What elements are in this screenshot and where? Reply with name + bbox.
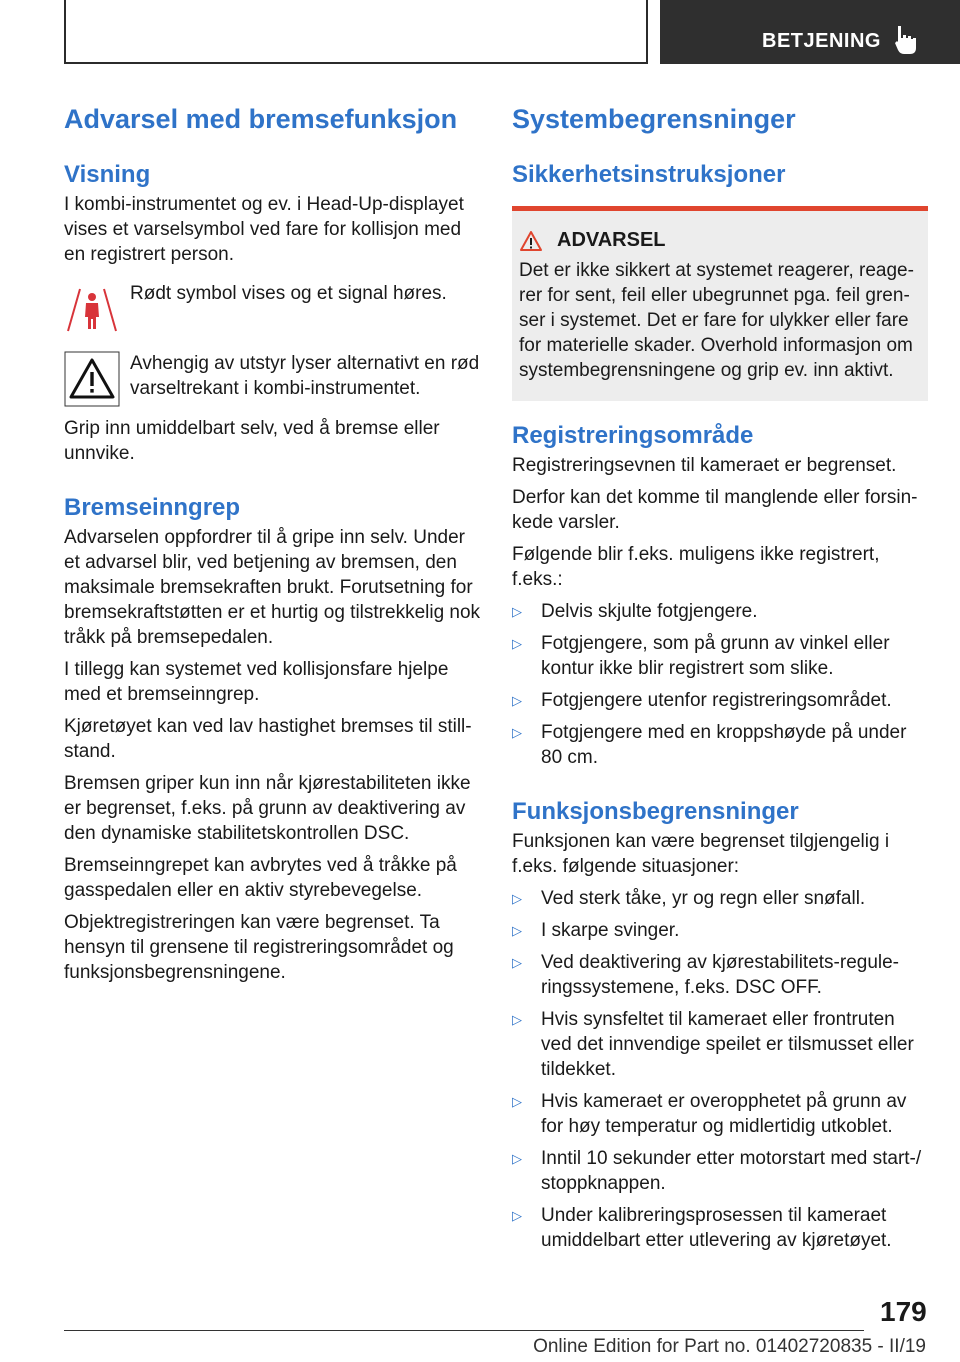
footer-edition: Online Edition for Part no. 01402720835 - II/19 xyxy=(533,1336,926,1357)
reg-list xyxy=(512,599,928,770)
visning-outro: Grip inn umiddelbart selv, ved å bremse eller unnvike. xyxy=(64,418,440,464)
triangle-bullet-icon: ▷ xyxy=(512,693,522,708)
heading-safety-instructions: Sikkerhetsinstruksjoner xyxy=(512,161,786,188)
triangle-bullet-icon: ▷ xyxy=(512,955,522,970)
warning-triangle-icon xyxy=(64,351,120,407)
page-number: 179 xyxy=(880,1296,927,1327)
list-item: ▷ Hvis synsfeltet til kameraet eller frontruten ved det innvendige speilet er tilsmusset eller tildekket. xyxy=(512,1009,914,1080)
right-column xyxy=(512,100,928,1260)
triangle-bullet-icon: ▷ xyxy=(512,1208,522,1223)
brems-paragraph-2: I tillegg kan systemet ved kollisjonsfare hjelpe med et bremseinngrep. xyxy=(64,659,449,705)
brems-paragraph-4: Bremsen griper kun inn når kjørestabiliteten ikke er begrenset, f.eks. på grunn av deaktivering av den dynamiske stabilitetskontrollen DSC. xyxy=(64,773,471,844)
triangle-bullet-icon: ▷ xyxy=(512,604,522,619)
triangle-bullet-icon: ▷ xyxy=(512,1094,522,1109)
brems-paragraph-6: Objektregistreringen kan være begrenset. Ta hensyn til grensene til registreringsområdet og funksjonsbegrensningene. xyxy=(64,912,454,983)
warning-triangle-small-icon xyxy=(519,230,543,252)
list-item: ▷ Under kalibreringsprosessen til kameraet umiddelbart etter utlevering av kjøretøyet. xyxy=(512,1205,892,1251)
warning-box xyxy=(512,206,928,401)
symbol-row-triangle xyxy=(64,351,482,408)
list-item: ▷ Hvis kameraet er overopphetet på grunn av for høy temperatur og midlertidig utkoblet. xyxy=(512,1091,907,1137)
reg-paragraph-3: Følgende blir f.eks. muligens ikke registrert, f.eks.: xyxy=(512,544,880,590)
heading-funksjonsbegrensninger: Funksjonsbegrensninger xyxy=(512,798,799,825)
func-paragraph-1: Funksjonen kan være begrenset tilgjengelig i f.eks. følgende situasjoner: xyxy=(512,831,890,877)
visning-intro: I kombi-instrumentet og ev. i Head-Up-displayet vises et varselsymbol ved fare for kollisjon med en registrert person. xyxy=(64,194,464,265)
reg-paragraph-1: Registreringsevnen til kameraet er begrenset. xyxy=(512,455,897,476)
header-section-tab xyxy=(64,0,648,64)
pointing-hand-icon xyxy=(893,24,921,56)
list-item: ▷ Ved deaktivering av kjørestabilitets-regule- ringssystemene, f.eks. DSC OFF. xyxy=(512,952,900,998)
brems-paragraph-5: Bremseinngrepet kan avbrytes ved å tråkke på gasspedalen eller en aktiv styrebevegelse. xyxy=(64,855,457,901)
func-list xyxy=(512,886,928,1253)
brems-paragraph-1: Advarselen oppfordrer til å gripe inn selv. Under et advarsel blir, ved betjening av bremsen, den maksimale bremsekraften brukt. Forutsetning for bremsekraftstøtten er et hurtig og tilstrekkelig nok tråkk på bremsepedalen. xyxy=(64,527,481,648)
reg-paragraph-2: Derfor kan det komme til manglende eller forsin- kede varsler. xyxy=(512,487,918,533)
symbol-desc-pedestrian: Rødt symbol vises og et signal høres. xyxy=(130,283,447,304)
red-pedestrian-warning-icon xyxy=(64,281,120,337)
symbol-desc-triangle: Avhengig av utstyr lyser alternativt en rød varseltrekant i kombi-instrumentet. xyxy=(130,353,480,399)
list-item: ▷ Ved sterk tåke, yr og regn eller snøfall. xyxy=(512,888,866,909)
header-chapter-label: BETJENING xyxy=(762,30,881,52)
list-item: ▷ Fotgjengere, som på grunn av vinkel eller kontur ikke blir registrert som slike. xyxy=(512,633,890,679)
heading-visning: Visning xyxy=(64,161,151,188)
heading-bremseinngrep: Bremseinngrep xyxy=(64,494,241,521)
article-title-system-limits: Systembegrensninger xyxy=(512,104,796,134)
footer-divider xyxy=(64,1330,864,1331)
list-item: ▷ Fotgjengere utenfor registreringsområdet. xyxy=(512,690,892,711)
triangle-bullet-icon: ▷ xyxy=(512,923,522,938)
triangle-bullet-icon: ▷ xyxy=(512,1012,522,1027)
warning-text: Det er ikke sikkert at systemet reagerer, reage- rer for sent, feil eller ubegrunnet pga. feil gren- ser i systemet. Det er fare for ulykker eller fare for materielle skader. Overhold informasjon om systembegrensningene og grip ev. inn aktivt. xyxy=(519,260,914,381)
triangle-bullet-icon: ▷ xyxy=(512,1151,522,1166)
list-item: ▷ I skarpe svinger. xyxy=(512,920,680,941)
triangle-bullet-icon: ▷ xyxy=(512,725,522,740)
list-item: ▷ Delvis skjulte fotgjengere. xyxy=(512,601,758,622)
heading-registreringsomrade: Registreringsområde xyxy=(512,422,754,449)
triangle-bullet-icon: ▷ xyxy=(512,636,522,651)
warning-label: ADVARSEL xyxy=(557,229,666,251)
triangle-bullet-icon: ▷ xyxy=(512,891,522,906)
left-column xyxy=(64,100,482,992)
list-item: ▷ Fotgjengere med en kroppshøyde på under 80 cm. xyxy=(512,722,907,768)
brems-paragraph-3: Kjøretøyet kan ved lav hastighet bremses til still- stand. xyxy=(64,716,472,762)
symbol-row-pedestrian xyxy=(64,281,482,337)
article-title-warning-brake: Advarsel med bremsefunksjon xyxy=(64,104,458,134)
list-item: ▷ Inntil 10 sekunder etter motorstart med start-/ stoppknappen. xyxy=(512,1148,922,1194)
